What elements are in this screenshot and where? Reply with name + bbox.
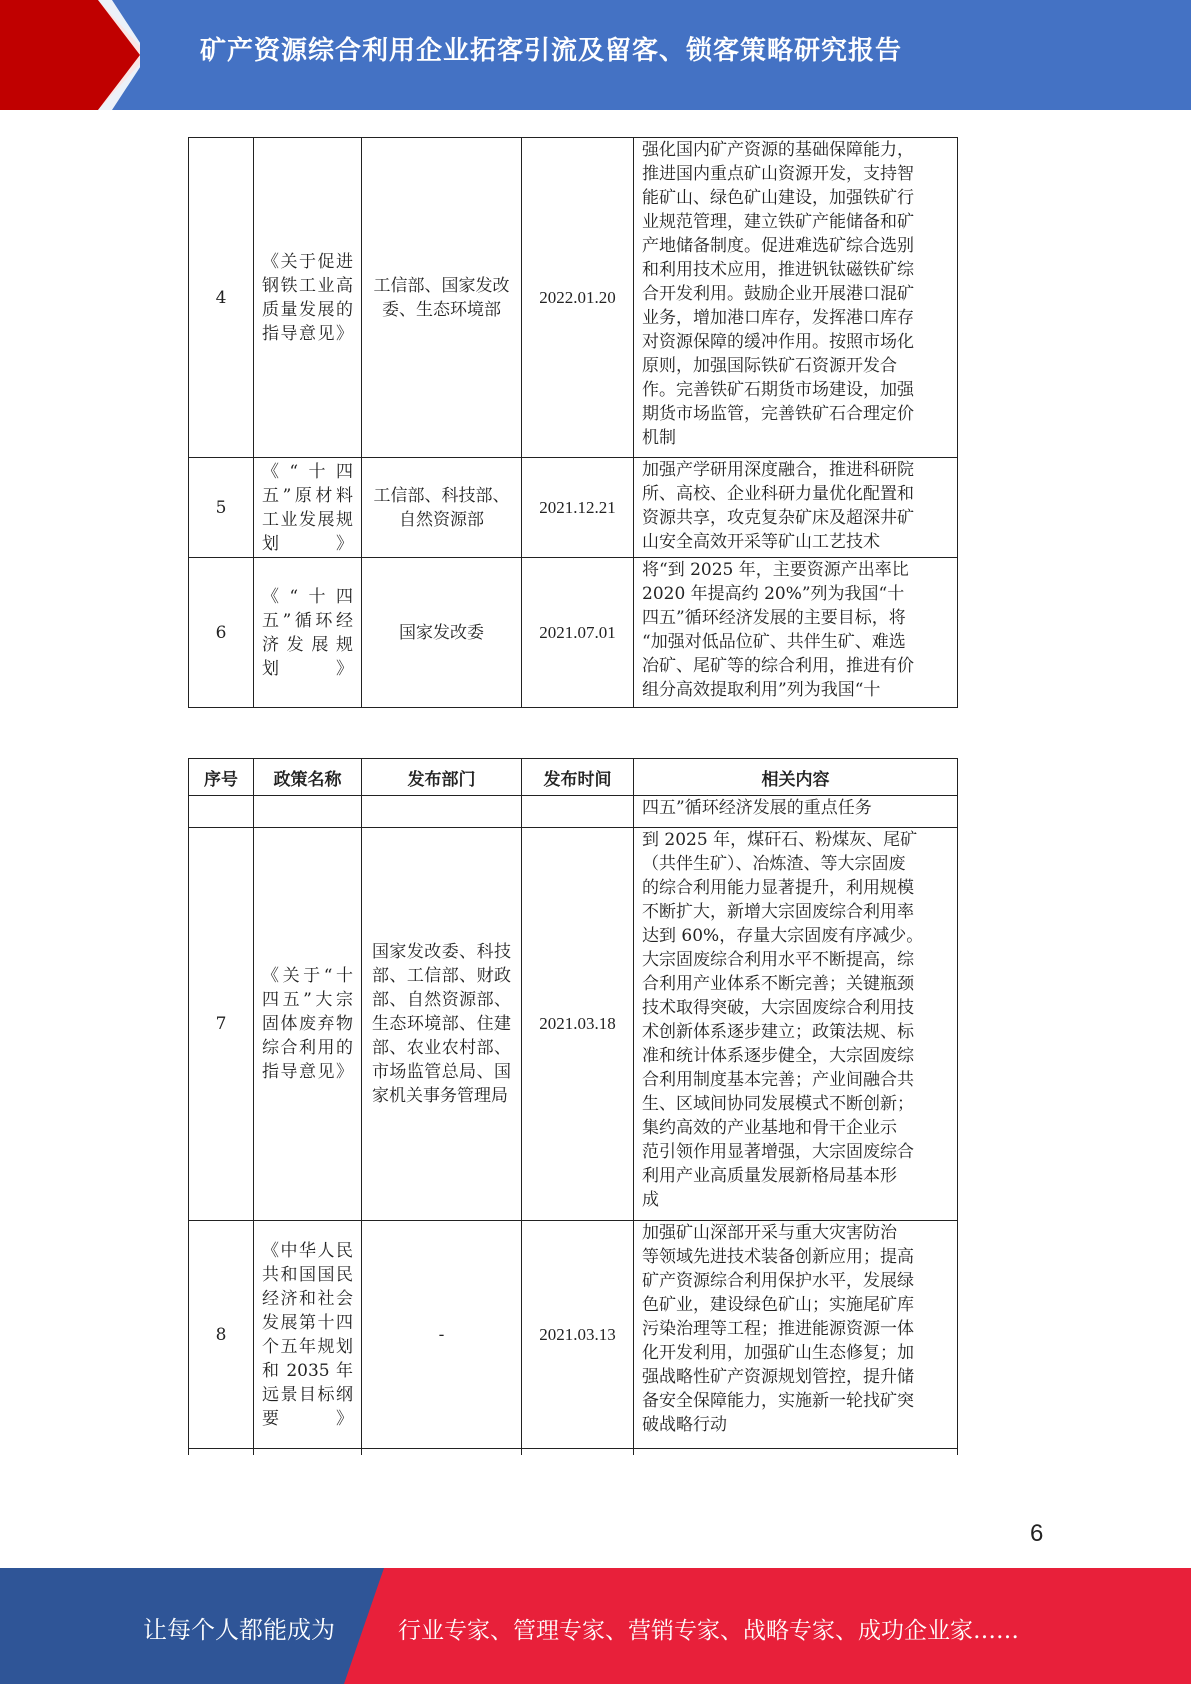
content-line: 破战略行动 bbox=[642, 1415, 727, 1435]
footer-slogan-right: 行业专家、管理专家、营销专家、战略专家、成功企业家…… bbox=[398, 1618, 1019, 1644]
content-line: 资源共享，攻克复杂矿床及超深井矿 bbox=[642, 508, 914, 528]
empty-cell bbox=[254, 796, 362, 828]
content-line: 术创新体系逐步建立；政策法规、标 bbox=[642, 1022, 914, 1042]
content-line: 色矿业，建设绿色矿山；实施尾矿库 bbox=[642, 1295, 914, 1315]
content-line: 山安全高效开采等矿山工艺技术 bbox=[642, 532, 880, 552]
issuing-department: - bbox=[362, 1221, 522, 1449]
content-line: 加强矿山深部开采与重大灾害防治 bbox=[642, 1223, 897, 1243]
content-line: 将“到 2025 年，主要资源产出率比 bbox=[642, 560, 909, 580]
content-line: 范引领作用显著增强，大宗固废综合 bbox=[642, 1142, 914, 1162]
content-line: 对资源保障的缓冲作用。按照市场化 bbox=[642, 332, 914, 352]
issue-date: 2021.03.13 bbox=[522, 1221, 634, 1449]
content-line: 到 2025 年，煤矸石、粉煤灰、尾矿 bbox=[642, 830, 918, 850]
issue-date: 2022.01.20 bbox=[522, 138, 634, 458]
issue-date: 2021.07.01 bbox=[522, 558, 634, 708]
content-line: 技术取得突破，大宗固废综合利用技 bbox=[642, 998, 914, 1018]
content-line: 强化国内矿产资源的基础保障能力， bbox=[642, 140, 914, 160]
table-row bbox=[189, 558, 958, 708]
table-row-cutoff bbox=[189, 1449, 958, 1455]
table-row bbox=[189, 458, 958, 558]
content-line: 合利用产业体系不断完善；关键瓶颈 bbox=[642, 974, 914, 994]
issuing-department: 国家发改委 bbox=[362, 558, 522, 708]
content-line: 达到 60%，存量大宗固废有序减少。 bbox=[642, 926, 924, 946]
content-line: 集约高效的产业基地和骨干企业示 bbox=[642, 1118, 897, 1138]
policy-name: 《关于“十四五”大宗固体废弃物综合利用的指导意见》 bbox=[254, 828, 362, 1221]
row-number: 7 bbox=[189, 828, 254, 1221]
column-header-number: 序号 bbox=[189, 759, 254, 796]
content-line: 准和统计体系逐步健全，大宗固废综 bbox=[642, 1046, 914, 1066]
content-line: 机制 bbox=[642, 428, 676, 448]
empty-cell bbox=[362, 796, 522, 828]
content-line: 冶矿、尾矿等的综合利用，推进有价 bbox=[642, 656, 914, 676]
content-line: 2020 年提高约 20%”列为我国“十 bbox=[642, 584, 905, 604]
issue-date: 2021.03.18 bbox=[522, 828, 634, 1221]
header-chevron-icon bbox=[0, 0, 140, 110]
content-line: 生、区域间协同发展模式不断创新； bbox=[642, 1094, 914, 1114]
column-header-department: 发布部门 bbox=[362, 759, 522, 796]
content-line: 强战略性矿产资源规划管控，提升储 bbox=[642, 1367, 914, 1387]
empty-cell bbox=[362, 1449, 522, 1455]
content-line: 化开发利用，加强矿山生态修复；加 bbox=[642, 1343, 914, 1363]
footer-slogan-left: 让每个人都能成为 bbox=[143, 1616, 335, 1644]
content-line: “加强对低品位矿、共伴生矿、难选 bbox=[642, 632, 906, 652]
page-header bbox=[0, 0, 1191, 110]
empty-cell bbox=[522, 1449, 634, 1455]
row-number: 8 bbox=[189, 1221, 254, 1449]
content-line: 矿产资源综合利用保护水平，发展绿 bbox=[642, 1271, 914, 1291]
content-line: 大宗固废综合利用水平不断提高，综 bbox=[642, 950, 914, 970]
table-row bbox=[189, 138, 958, 458]
issuing-department: 工信部、国家发改委、生态环境部 bbox=[362, 138, 522, 458]
policy-name: 《关于促进钢铁工业高质量发展的指导意见》 bbox=[254, 138, 362, 458]
related-content bbox=[634, 1221, 958, 1449]
content-line: 合利用制度基本完善；产业间融合共 bbox=[642, 1070, 914, 1090]
content-line: 成 bbox=[642, 1190, 659, 1210]
table-row bbox=[189, 1221, 958, 1449]
related-content bbox=[634, 828, 958, 1221]
empty-cell bbox=[254, 1449, 362, 1455]
related-content bbox=[634, 558, 958, 708]
policy-table-part1 bbox=[188, 137, 958, 708]
column-header-content: 相关内容 bbox=[634, 759, 958, 796]
content-line: 业务，增加港口库存，发挥港口库存 bbox=[642, 308, 914, 328]
related-content-continued: 四五”循环经济发展的重点任务 bbox=[634, 796, 958, 828]
row-number: 5 bbox=[189, 458, 254, 558]
content-line: 备安全保障能力，实施新一轮找矿突 bbox=[642, 1391, 914, 1411]
table-row bbox=[189, 828, 958, 1221]
content-line: 四五”循环经济发展的主要目标，将 bbox=[642, 608, 906, 628]
row-number: 4 bbox=[189, 138, 254, 458]
content-line: （共伴生矿）、冶炼渣、等大宗固废 bbox=[642, 854, 906, 874]
content-line: 利用产业高质量发展新格局基本形 bbox=[642, 1166, 897, 1186]
issuing-department: 工信部、科技部、自然资源部 bbox=[362, 458, 522, 558]
issuing-department: 国家发改委、科技部、工信部、财政部、自然资源部、生态环境部、住建部、农业农村部、市场监管总局、国家机关事务管理局 bbox=[362, 828, 522, 1221]
policy-name: 《中华人民共和国国民经济和社会发展第十四个五年规划和 2035 年远景目标纲要》 bbox=[254, 1221, 362, 1449]
content-line: 推进国内重点矿山资源开发，支持智 bbox=[642, 164, 914, 184]
row-number: 6 bbox=[189, 558, 254, 708]
table-row-continued bbox=[189, 796, 958, 828]
empty-cell bbox=[189, 796, 254, 828]
policy-name: 《“十四五”循环经济发展规划》 bbox=[254, 558, 362, 708]
content-line: 等领域先进技术装备创新应用；提高 bbox=[642, 1247, 914, 1267]
content-line: 产地储备制度。促进难选矿综合选别 bbox=[642, 236, 914, 256]
column-header-policy-name: 政策名称 bbox=[254, 759, 362, 796]
page-number: 6 bbox=[1030, 1520, 1044, 1547]
content-line: 污染治理等工程；推进能源资源一体 bbox=[642, 1319, 914, 1339]
content-line: 组分高效提取利用”列为我国“十 bbox=[642, 680, 881, 700]
related-content bbox=[634, 138, 958, 458]
report-title: 矿产资源综合利用企业拓客引流及留客、锁客策略研究报告 bbox=[200, 36, 903, 66]
column-header-date: 发布时间 bbox=[522, 759, 634, 796]
content-line: 合开发利用。鼓励企业开展港口混矿 bbox=[642, 284, 914, 304]
content-line: 的综合利用能力显著提升，利用规模 bbox=[642, 878, 914, 898]
related-content bbox=[634, 458, 958, 558]
content-line: 原则，加强国际铁矿石资源开发合 bbox=[642, 356, 897, 376]
policy-name: 《“十四五”原材料工业发展规划》 bbox=[254, 458, 362, 558]
content-line: 和利用技术应用，推进钒钛磁铁矿综 bbox=[642, 260, 914, 280]
content-line: 期货市场监管，完善铁矿石合理定价 bbox=[642, 404, 914, 424]
empty-cell bbox=[189, 1449, 254, 1455]
content-line: 加强产学研用深度融合，推进科研院 bbox=[642, 460, 914, 480]
empty-cell bbox=[634, 1449, 958, 1455]
table-header-row bbox=[189, 759, 958, 796]
page-footer bbox=[0, 1568, 1191, 1684]
content-line: 作。完善铁矿石期货市场建设，加强 bbox=[642, 380, 914, 400]
content-line: 所、高校、企业科研力量优化配置和 bbox=[642, 484, 914, 504]
empty-cell bbox=[522, 796, 634, 828]
content-line: 能矿山、绿色矿山建设，加强铁矿行 bbox=[642, 188, 914, 208]
content-line: 业规范管理，建立铁矿产能储备和矿 bbox=[642, 212, 914, 232]
policy-table-part2 bbox=[188, 758, 958, 1455]
content-line: 不断扩大，新增大宗固废综合利用率 bbox=[642, 902, 914, 922]
issue-date: 2021.12.21 bbox=[522, 458, 634, 558]
